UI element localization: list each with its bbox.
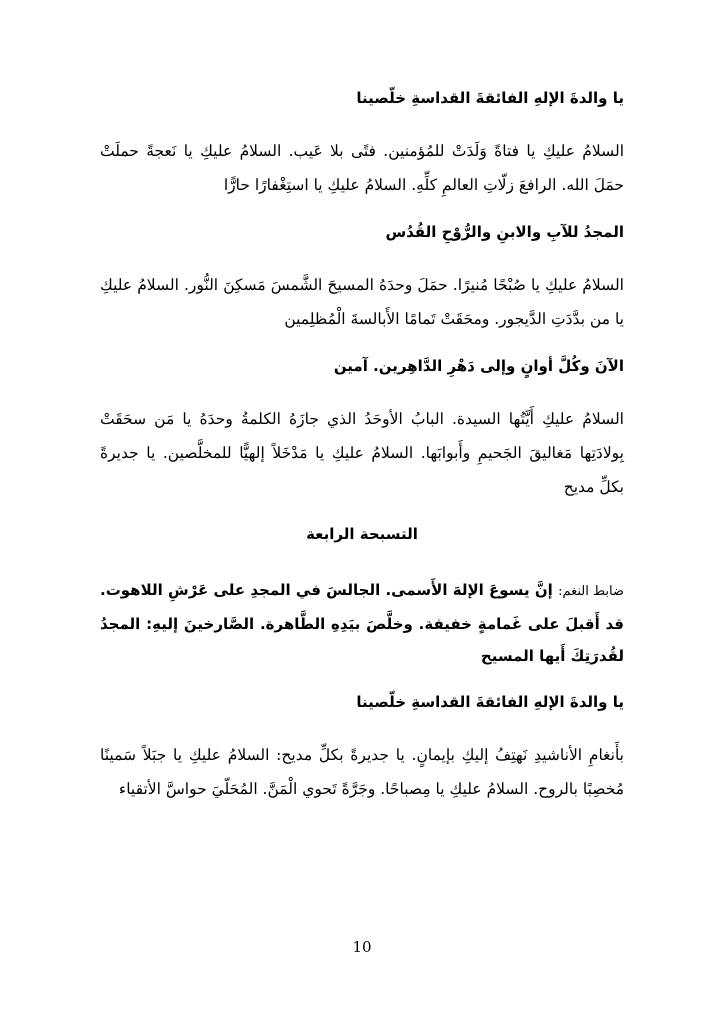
tone-text: إنَّ يسوعَ الإلهَ الأَسمى. الجالسَ في المجدِ على عَرْشِ اللاهوت. قد أَقبلَ على غَمامةٍ خفيفة. وخلَّصَ بيَدِهِ الطَّاهرة. الصَّارخينَ إليهِ: المجدُ لقُدرَتِكَ أَيها المسيح: [100, 581, 624, 665]
paragraph-3: السلامُ عليكِ أَيَّتُها السيدة. البابُ الأوحَدُ الذي جازَهُ الكلمةُ وحدَهُ يا مَن سحَقَتْ بِولادَتِها مَغاليقَ الجَحيمِ وأَبوابَها. السلامُ عليكِ يا مَدْخَلاً إلهيًّا للمخلَّصين. يا جديرةً بكلِّ مديح: [100, 410, 624, 496]
tone-label: ضابط النغم:: [558, 584, 624, 599]
paragraph-4: بأَنغامِ الأناشيدِ نَهتِفُ إليكِ بإيمانٍ. يا جديرةً بكلِّ مديح: السلامُ عليكِ يا جبَلاً سَمينًا مُخصِبًا بالروح. السلامُ عليكِ يا مِصباحًا. وجَرَّةً تَحوي الْمَنَّ. المُحَلّيَ حواسَّ الأتقياء: [100, 746, 624, 798]
page-body: [100, 86, 624, 824]
paragraph-2: السلامُ عليكِ يا صُبْحًا مُنيرًا. حمَلَ وحدَهُ المسيحَ الشَّمسَ مَسكِنَ النُّور. السلامُ عليكِ يا من بدَّدَتِ الدَّيجور. ومحَقَتْ تَمامًا الأَبالسةَ الْمُظلِمين: [100, 276, 624, 328]
paragraph-1: السلامُ عليكِ يا فتاةً وَلَدَتْ للمُؤمنين. فتًى بلا عَيب. السلامُ عليكِ يا نَعجةً حملَتْ حمَلَ الله. الرافعَ زلّاتِ العالمِ كلِّهِ. السلامُ عليكِ يا استِغْفارًا حارًّا: [100, 142, 624, 194]
page-number: 10: [352, 938, 372, 956]
refrain-heading-1: يا والدةَ الإلهِ الفائقةَ القداسةِ خلّصينا: [356, 89, 624, 107]
section-title: التسبحة الرابعة: [306, 525, 418, 543]
refrain-heading-4: يا والدةَ الإلهِ الفائقةَ القداسةِ خلّصينا: [356, 693, 624, 711]
refrain-heading-3: الآنَ وكُلَّ أوانٍ وإلى دَهْرِ الدَّاهِرين. آمين: [333, 357, 624, 375]
tone-block: [100, 574, 624, 672]
refrain-heading-2: المجدُ للآبِ والابنِ والرُّوْحِ القُدُس: [385, 223, 624, 241]
